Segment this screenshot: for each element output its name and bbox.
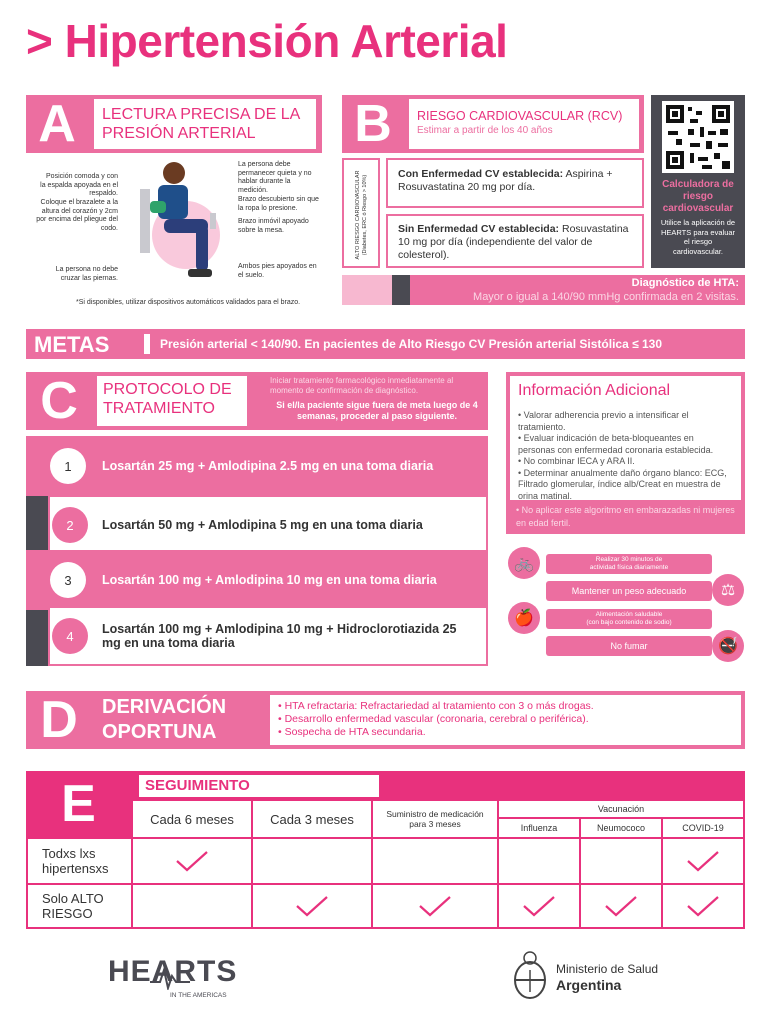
col-neumococo: Neumococo: [579, 817, 663, 839]
info-item-2: • Evaluar indicación de beta-bloqueantes en personas con enfermedad coronaria establecida.: [518, 433, 714, 455]
qr-title: Calculadora de riesgo cardiovascular: [662, 179, 734, 214]
section-a: [26, 95, 322, 315]
note-still: La persona debe permanecer quieta y no hablar durante la medición.: [238, 161, 312, 194]
step-2-number: 2: [52, 507, 88, 543]
country-name: Argentina: [556, 977, 622, 993]
step-1: [26, 436, 488, 496]
smoke-pill: No fumar: [546, 636, 712, 656]
hearts-logo: HEARTS: [108, 955, 238, 988]
grid-cell: [371, 837, 499, 885]
col-6-months: Cada 6 meses: [131, 799, 253, 839]
grid-cell: [661, 837, 745, 885]
diagnosis-text-box: [473, 276, 739, 304]
section-e-letter: E: [26, 771, 131, 837]
step-1-number: 1: [50, 448, 86, 484]
derivation-item-3: • Sospecha de HTA secundaria.: [278, 726, 426, 738]
section-b-subtitle: Estimar a partir de los 40 años: [417, 125, 553, 136]
derivation-item-1: • HTA refractaria: Refractariedad al tratamiento con 3 o más drogas.: [278, 700, 594, 712]
info-content: [510, 376, 741, 500]
metas-label: METAS: [34, 332, 110, 357]
derivation-item-2: • Desarrollo enfermedad vascular (coronaria, cerebral o periférica).: [278, 713, 589, 725]
bike-icon: 🚲: [508, 547, 540, 579]
section-e-title: SEGUIMIENTO: [139, 775, 379, 797]
step-1-text: Losartán 25 mg + Amlodipina 2.5 mg en una toma diaria: [102, 459, 434, 473]
note-feet: Ambos pies apoyados en el suelo.: [238, 263, 317, 279]
food-pill: [546, 609, 712, 629]
section-c-intro: Iniciar tratamiento farmacológico inmediatamente al momento de confirmación de diagnóstico.: [270, 376, 454, 395]
col-influenza: Influenza: [497, 817, 581, 839]
without-cv-box: [386, 214, 644, 268]
checkmark-icon: [175, 850, 209, 872]
section-a-title: LECTURA PRECISA DE LA PRESIÓN ARTERIAL: [102, 106, 300, 142]
high-risk-label-box: [342, 158, 380, 268]
grid-cell: [251, 883, 373, 929]
step-3: [26, 550, 488, 610]
step-4-text: Losartán 100 mg + Amlodipina 10 mg + Hidroclorotiazida 25 mg en una toma diaria: [102, 622, 457, 650]
high-risk-label: ALTO RIESGO CARDIOVASCULAR (Diabetes, ERC ó Riesgo > 10%): [355, 170, 368, 260]
ministry-name: Ministerio de Salud: [556, 962, 659, 976]
page-title: > Hipertensión Arterial: [26, 15, 508, 67]
checkmark-icon: [522, 895, 556, 917]
diagnosis-left-block: [342, 275, 392, 305]
note-cuff: Coloque el brazalete a la altura del corazón y 2cm por encima del pliegue del codo.: [36, 199, 118, 232]
heartbeat-icon: [150, 962, 190, 990]
weight-pill: Mantener un peso adecuado: [546, 581, 712, 601]
info-item-1: • Valorar adherencia previo a intensificar el tratamiento.: [518, 410, 689, 432]
note-legs: La persona no debe cruzar las piernas.: [55, 266, 118, 282]
col-vaccination: Vacunación: [497, 799, 745, 819]
grid-cell: [371, 883, 499, 929]
step-3-number: 3: [50, 562, 86, 598]
diagnosis-bar: [342, 275, 745, 305]
info-title: Información Adicional: [518, 382, 671, 399]
metas-bar: [26, 329, 745, 359]
with-cv-box: [386, 158, 644, 208]
grid-cell: [131, 883, 253, 929]
step-2-text: Losartán 50 mg + Amlodipina 5 mg en una toma diaria: [102, 518, 423, 532]
section-e-header: [131, 771, 745, 799]
exercise-line-2: actividad física diariamente: [589, 564, 669, 571]
section-a-letter: A: [26, 95, 88, 153]
diagnosis-dark-block: [392, 275, 410, 305]
note-posture: Posición comoda y con la espalda apoyada en el respaldo.: [40, 173, 118, 197]
no-smoking-icon: 🚭: [712, 630, 744, 662]
exercise-pill: [546, 554, 712, 574]
checkmark-icon: [686, 850, 720, 872]
step-4-number: 4: [52, 618, 88, 654]
checkmark-icon: [295, 895, 329, 917]
argentina-seal-icon: [510, 950, 550, 1002]
qr-text: Utilice la aplicación de HEARTS para evaluar el riesgo cardiovascular.: [660, 218, 736, 256]
grid-cell: [251, 837, 373, 885]
col-3-months: Cada 3 meses: [251, 799, 373, 839]
diagnosis-title: Diagnóstico de HTA:: [631, 277, 739, 289]
row-high-risk-label: Solo ALTO RIESGO: [26, 883, 133, 929]
hearts-subtitle: IN THE AMERICAS: [170, 992, 227, 999]
col-medication: Suministro de medicación para 3 meses: [371, 799, 499, 839]
note-arm-table: Brazo inmóvil apoyado sobre la mesa.: [238, 218, 309, 234]
row-all-label: Todxs lxs hipertensxs: [26, 837, 133, 885]
grid-cell: [497, 883, 581, 929]
food-line-2: (con bajo contenido de sodio): [586, 619, 672, 626]
section-d-title: DERIVACIÓN OPORTUNA: [102, 696, 227, 743]
section-c-intro-bold: Si el/la paciente sigue fuera de meta luego de 4 semanas, proceder al paso siguiente.: [276, 400, 478, 421]
food-line-1: Alimentación saludable: [595, 611, 663, 618]
section-c-intro-box: [270, 376, 484, 422]
col-covid: COVID-19: [661, 817, 745, 839]
section-d-letter: D: [26, 691, 92, 749]
info-panel: [506, 372, 745, 534]
step-3-text: Losartán 100 mg + Amlodipina 10 mg en una toma diaria: [102, 573, 437, 587]
info-last: • No aplicar este algoritmo en embarazadas ni mujeres en edad fertil.: [516, 505, 735, 528]
scale-icon: ⚖: [712, 574, 744, 606]
section-d-bar: [92, 691, 745, 749]
grid-cell: [661, 883, 745, 929]
info-item-3: • No combinar IECA y ARA II.: [518, 456, 635, 466]
checkmark-icon: [418, 895, 452, 917]
without-cv-label: Sin Enfermedad CV establecida:: [398, 223, 560, 235]
grid-cell: [579, 883, 663, 929]
grid-cell: [497, 837, 581, 885]
info-item-4: • Determinar anualmente daño órgano blanco: ECG, Filtrado glomerular, índice alb/Creat en muestra de orina matinal.: [518, 467, 727, 501]
section-a-footnote: *Si disponibles, utilizar dispositivos automáticos validados para el brazo.: [76, 299, 301, 306]
section-c-letter: C: [26, 372, 92, 430]
with-cv-label: Con Enfermedad CV establecida:: [398, 168, 564, 180]
checkmark-icon: [604, 895, 638, 917]
note-bare-arm: Brazo descubierto sin que la ropa lo presione.: [238, 196, 319, 212]
grid-cell: [131, 837, 253, 885]
checkmark-icon: [686, 895, 720, 917]
step-2: [48, 495, 488, 555]
section-c-title: PROTOCOLO DE TRATAMIENTO: [103, 381, 232, 417]
apple-icon: 🍎: [508, 602, 540, 634]
qr-code-icon[interactable]: [662, 101, 734, 173]
section-d-list: [270, 695, 741, 745]
section-b-title-box: [409, 99, 639, 149]
section-b-title: RIESGO CARDIOVASCULAR (RCV): [417, 109, 623, 123]
grid-cell: [579, 837, 663, 885]
with-cv-text: Aspirina + Rosuvastatina 20 mg por día.: [398, 168, 613, 193]
without-cv-text: Rosuvastatina 10 mg por día (independiente del valor de colesterol).: [398, 223, 629, 261]
metas-text: Presión arterial < 140/90. En pacientes de Alto Riesgo CV Presión arterial Sistólica ≤ 130: [150, 333, 738, 355]
step-4: [48, 606, 488, 666]
qr-panel: [651, 95, 745, 268]
diagnosis-text: Mayor o igual a 140/90 mmHg confirmada en 2 visitas.: [473, 291, 739, 303]
section-b-letter: B: [342, 95, 404, 153]
section-c-title-box: [97, 376, 247, 426]
section-a-title-box: [94, 99, 316, 149]
exercise-line-1: Realizar 30 minutos de: [595, 556, 663, 563]
patient-illustration: [122, 157, 234, 293]
